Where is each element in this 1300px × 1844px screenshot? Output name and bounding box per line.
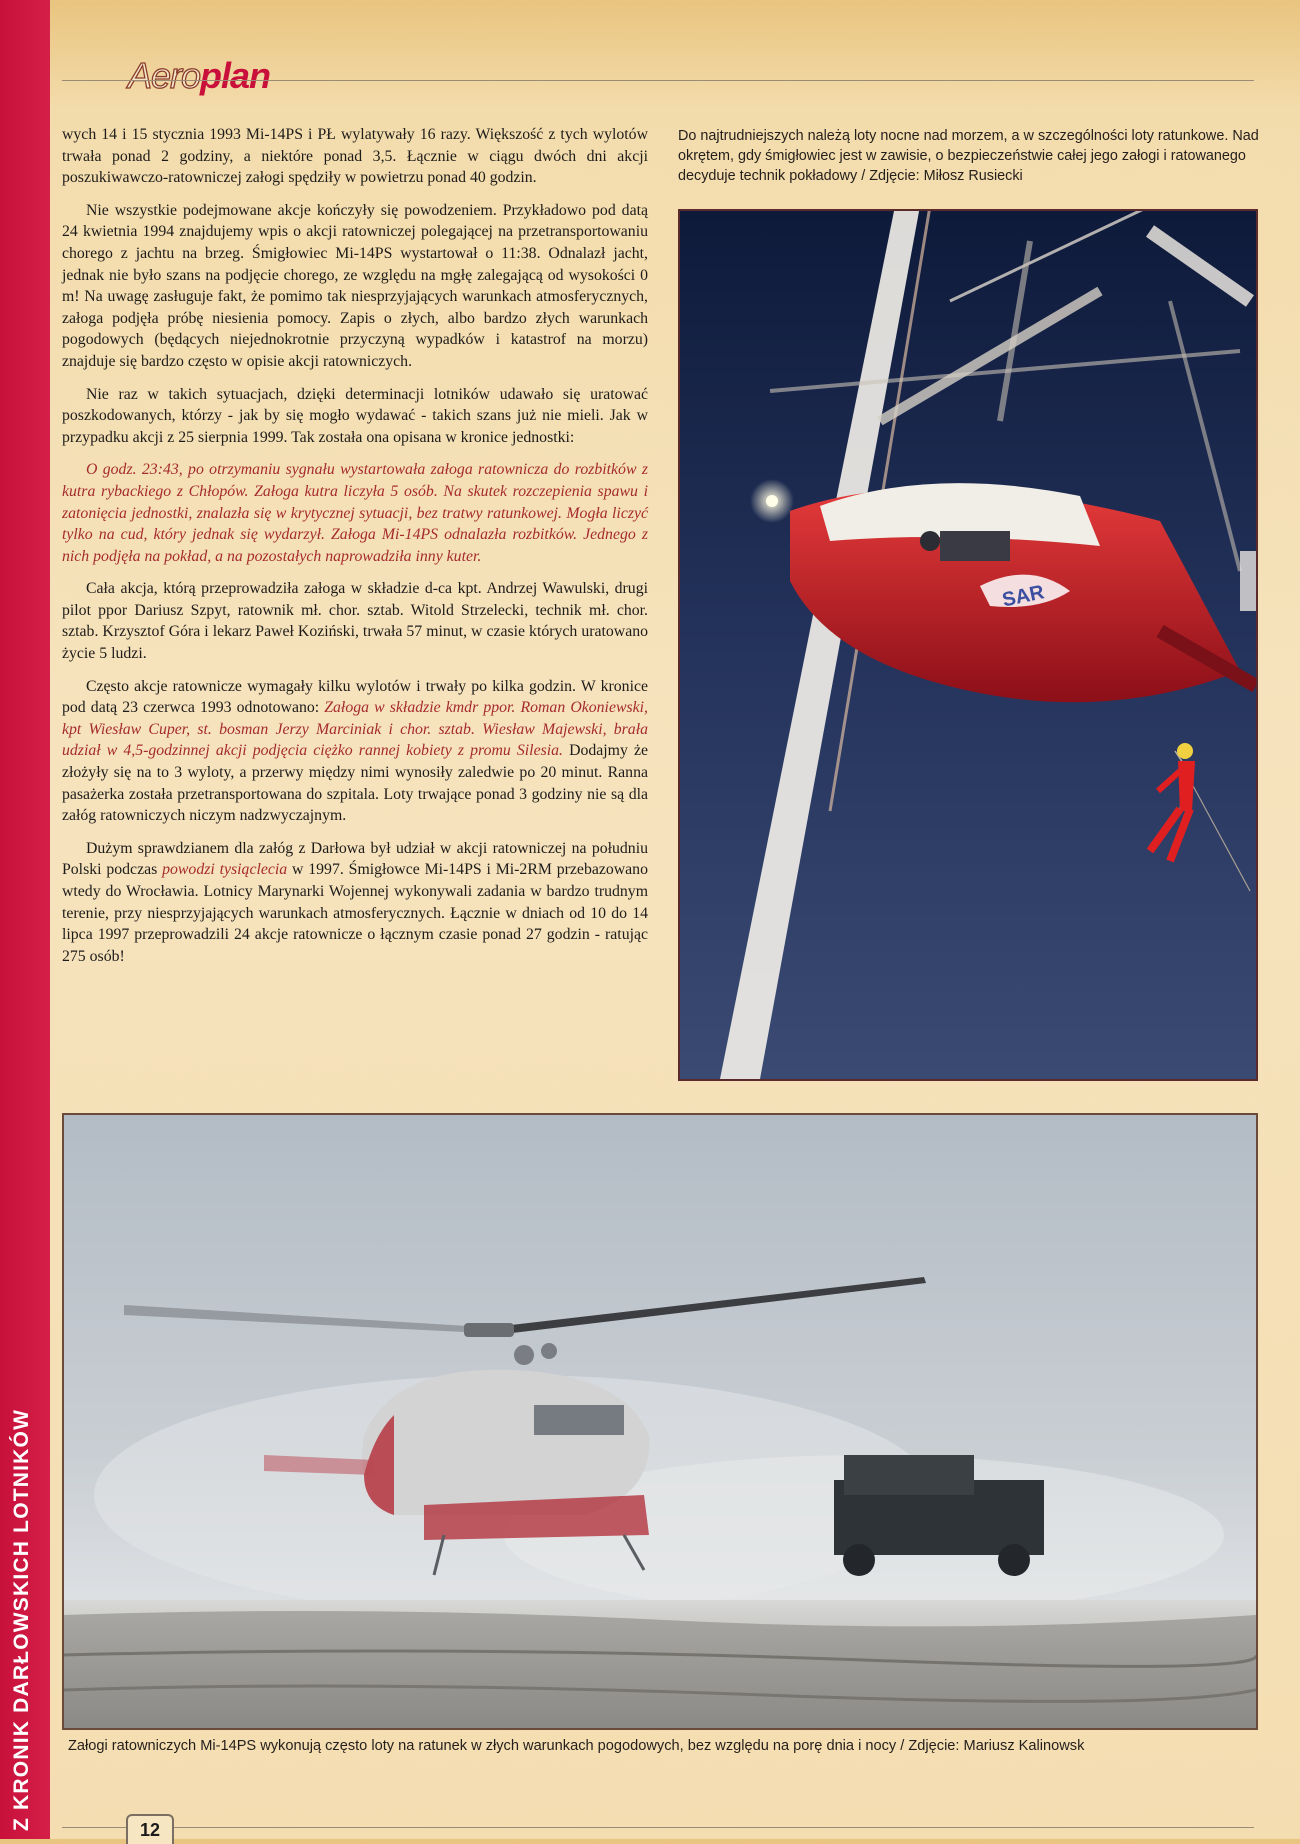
- section-title: Z KRONIK DARŁOWSKICH LOTNIKÓW: [10, 1408, 33, 1831]
- paragraph-5-quote: Załoga w składzie kmdr ppor. Roman Okoniewski, kpt Wiesław Cuper, st. bosman Jerzy Marciniak i chor. sztab. Wiesław Majewski, brała udział w 4,5-godzinnej akcji podjęcia ciężko rannej kobiety z promu Silesia.: [62, 699, 648, 760]
- sar-marking: SAR: [1000, 581, 1047, 612]
- logo-part-plan: plan: [200, 55, 271, 96]
- paragraph-6-text-b: w 1997. Śmigłowce Mi-14PS i Mi-2RM przebazowano wtedy do Wrocławia. Lotnicy Marynarki Wojennej wykonywali zadania w bardzo trudnym terenie, przy niesprzyjających warunkach atmosferycznych. Łącznie w dniach od 10 do 14 lipca 1997 przeprowadzili 24 akcje ratownicze o łącznym czasie ponad 27 godzin - ratując 275 osób!: [62, 861, 648, 965]
- paragraph-6-emphasis: powodzi tysiąclecia: [162, 861, 288, 879]
- photo-caption-bottom: Załogi ratowniczych Mi-14PS wykonują często loty na ratunek w złych warunkach pogodowych, bez względu na porę dnia i nocy / Zdjęcie: Mariusz Kalinowsk: [68, 1738, 1085, 1754]
- paragraph-6-text-a: Dużym sprawdzianem dla załóg z Darłowa był udział w akcji ratowniczej na południu Polski podczas: [62, 839, 648, 879]
- paragraph-3: Nie raz w takich sytuacjach, dzięki determinacji lotników udawało się uratować poszkodowanych, którzy - jak by się mogło wydawać - takich szans już nie mieli. Jak w przypadku akcji z 25 sierpnia 1999. Tak została ona opisana w kronice jednostki:: [62, 385, 648, 446]
- photo-caption-top: Do najtrudniejszych należą loty nocne nad morzem, a w szczególności loty ratunkowe. Nad okrętem, gdy śmigłowiec jest w zawisie, o bezpieczeństwie całej jego załogi i ratowanego decyduje technik pokładowy / Zdjęcie: Miłosz Rusiecki: [678, 128, 1259, 184]
- article-column: [62, 124, 648, 978]
- snow-helicopter-illustration: [64, 1115, 1256, 1728]
- footer-rule: [62, 1827, 1254, 1828]
- photo-snow-landing: [62, 1113, 1258, 1730]
- paragraph-5-text-a: Często akcje ratownicze wymagały kilku wylotów i trwały po kilka godzin. W kronice pod datą 23 czerwca 1993 odnotowano:: [62, 677, 648, 717]
- logo-part-aero: Aero: [128, 55, 201, 96]
- paragraph-2: Nie wszystkie podejmowane akcje kończyły się powodzeniem. Przykładowo pod datą 24 kwietnia 1994 znajdujemy wpis o akcji ratowniczej polegającej na przetransportowaniu chorego z jachtu na brzeg. Śmigłowiec Mi-14PS wystartował o 11:38. Odnalazł jacht, jednak nie było szans na podjęcie chorego, ze względu na mgłę zalegającą od wysokości 0 m! Na uwagę zasługuje fakt, że pomimo tak niesprzyjających warunkach atmosferycznych, załoga podjęła próbę niesienia pomocy. Zapis o złych, albo bardzo złych warunkach pogodowych (będących niejednokrotnie przyczyną wypadków i katastrof na morzu) znajduje się bardzo często w opisie akcji ratowniczych.: [62, 201, 648, 370]
- paragraph-6: [62, 838, 648, 968]
- chronicle-quote: O godz. 23:43, po otrzymaniu sygnału wystartowała załoga ratownicza do rozbitków z kutra rybackiego z Chłopów. Załoga kutra liczyła 5 osób. Na skutek rozczepienia spawu i zatonięcia jednostki, znalazła się w krytycznej sytuacji, bez tratwy ratunkowej. Mogła liczyć tylko na cud, który jednak się wydarzył. Załoga Mi-14PS odnalazła rozbitków. Jednego z nich podjęła na pokład, a na pozostałych naprowadziła inny kuter.: [62, 461, 648, 565]
- paragraph-5: [62, 676, 648, 827]
- paragraph-5-text-b: Dodajmy że złożyły się na to 3 wyloty, a przerwy między nimi wynosiły zaledwie po 20 minut. Ranna pasażerka została przetransportowana do szpitala. Loty trwające ponad 3 godziny nie są dla załóg ratowniczych niczym nadzwyczajnym.: [62, 742, 648, 825]
- paragraph-1: wych 14 i 15 stycznia 1993 Mi-14PS i PŁ wylatywały 16 razy. Większość z tych wylotów trwała ponad 2 godziny, a niektóre ponad 3,5. Łącznie w ciągu dwóch dni akcji poszukiwawczo-ratowniczej załogi spędziły w powietrzu ponad 40 godzin.: [62, 126, 648, 187]
- night-helicopter-illustration: [680, 211, 1256, 1079]
- paragraph-4: Cała akcja, którą przeprowadziła załoga w składzie d-ca kpt. Andrzej Wawulski, drugi pilot ppor Dariusz Szpyt, ratownik mł. chor. sztab. Witold Strzelecki, technik mł. chor. sztab. Krzysztof Góra i lekarz Paweł Koziński, trwała 57 minut, w czasie których uratowano życie 5 ludzi.: [62, 580, 648, 663]
- page-number: 12: [126, 1814, 174, 1844]
- header-rule: [62, 80, 1254, 81]
- magazine-logo: [128, 55, 271, 96]
- side-strip: [0, 0, 50, 1839]
- photo-night-rescue: [678, 209, 1258, 1081]
